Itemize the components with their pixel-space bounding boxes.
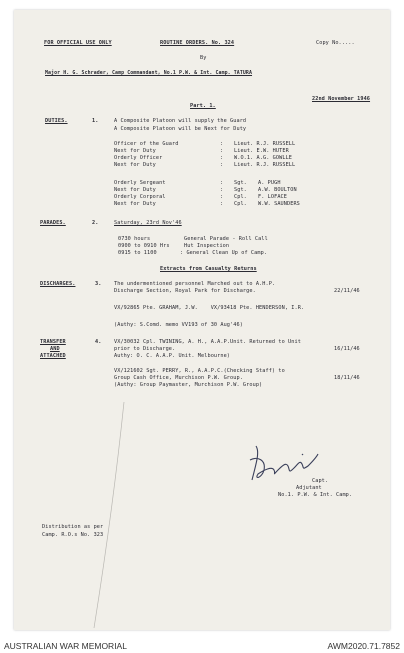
document-title: ROUTINE ORDERS. No. 324 (160, 40, 235, 46)
pencil-mark (90, 400, 130, 630)
nco-name: W.W. SAUNDERS (258, 201, 300, 207)
transfer-entry-2-line-1: VX/121602 Sgt. PERRY, R., A.A.P.C.(Checking Staff) to (114, 368, 285, 374)
transfer-entry-2-authority: (Authy: Group Paymaster, Murchison P.W. Group) (114, 382, 263, 388)
duties-label: DUTIES. (45, 118, 68, 124)
copy-number: Copy No..... (316, 40, 355, 46)
officer-role: Orderly Officer (114, 155, 163, 161)
nco-rank: Sgt. (234, 187, 247, 193)
discharges-authority: (Authy: S.Comd. memo VV193 of 30 Aug'46) (114, 322, 243, 328)
signature-rank: Capt. (312, 478, 329, 484)
officer-name: Lieut. R.J. RUSSELL (234, 141, 296, 147)
nco-sep: : (220, 201, 224, 207)
officer-role: Next for Duty (114, 162, 156, 168)
discharges-line-1: The undermentioned personnel Marched out to A.H.P. (114, 281, 276, 287)
duties-line-2: A Composite Platoon will be Next for Duty (114, 126, 247, 132)
order-date: 22nd November 1946 (312, 96, 371, 102)
transfer-entry-1-date: 16/11/46 (334, 346, 360, 352)
transfer-entry-1-authority: Authy: O. C. A.A.P. Unit. Melbourne) (114, 353, 231, 359)
extracts-heading: Extracts from Casualty Returns (160, 266, 257, 272)
nco-sep: : (220, 180, 224, 186)
signature-unit: No.1. P.W. & Int. Camp. (278, 492, 353, 498)
nco-role: Orderly Corporal (114, 194, 166, 200)
by-line: By (200, 55, 207, 61)
officer-sep: : (220, 148, 224, 154)
transfer-entry-2-date: 18/11/46 (334, 375, 360, 381)
transfer-label: TRANSFER (40, 339, 66, 345)
parade-time: 0730 hours (118, 236, 151, 242)
distribution-line-2: Camp. R.O.s No. 323 (42, 532, 104, 538)
nco-rank: Cpl. (234, 201, 247, 207)
officer-sep: : (220, 155, 224, 161)
nco-name: F. LOFACE (258, 194, 288, 200)
parade-desc: Hut Inspection (184, 243, 230, 249)
transfer-entry-1-line-1: VX/30032 Cpl. TWINING, A. H., A.A.P.Unit. Returned to Unit (114, 339, 301, 345)
nco-rank: Sgt. (234, 180, 247, 186)
nco-role: Next for Duty (114, 187, 156, 193)
signature-title: Adjutant (296, 485, 322, 491)
officer-name: Lieut. E.W. HUTER (234, 148, 289, 154)
discharges-persons: VX/92865 Pte. GRAHAM, J.W. VX/93418 Pte. HENDERSON, I.R. (114, 305, 305, 311)
distribution-line-1: Distribution as per (42, 524, 104, 530)
parade-time: 0900 to 0910 Hrs (118, 243, 170, 249)
officer-sep: : (220, 162, 224, 168)
parade-desc: General Parade - Roll Call (184, 236, 268, 242)
officer-name: W.O.1. A.G. GOWLLE (234, 155, 293, 161)
officer-sep: : (220, 141, 224, 147)
parades-number: 2. (92, 220, 99, 226)
transfer-entry-1-line-2: prior to Discharge. (114, 346, 176, 352)
footer-institution: AUSTRALIAN WAR MEMORIAL (4, 641, 127, 651)
parade-desc: : General Clean Up of Camp. (180, 250, 268, 256)
nco-role: Next for Duty (114, 201, 156, 207)
officer-role: Officer of the Guard (114, 141, 179, 147)
nco-name: A. PUGH (258, 180, 281, 186)
duties-number: 1. (92, 118, 99, 124)
transfer-entry-2-line-2: Group Cash Office, Murchison P.W. Group. (114, 375, 243, 381)
nco-sep: : (220, 194, 224, 200)
discharges-date: 22/11/46 (334, 288, 360, 294)
parades-day: Saturday, 23rd Nov'46 (114, 220, 182, 226)
officer-role: Next for Duty (114, 148, 156, 154)
classification-heading: FOR OFFICIAL USE ONLY (44, 40, 112, 46)
transfer-number: 4. (95, 339, 102, 345)
parades-label: PARADES. (40, 220, 66, 226)
discharges-line-2: Discharge Section, Royal Park for Discharge. (114, 288, 256, 294)
nco-name: A.W. BOULTON (258, 187, 297, 193)
commander-line: Major H. G. Schrader, Camp Commandant, No.1 P.W. & Int. Camp. TATURA (45, 70, 253, 76)
footer-reference: AWM2020.71.7852 (327, 641, 400, 651)
discharges-number: 3. (95, 281, 102, 287)
attached-label: ATTACHED (40, 353, 66, 359)
discharges-label: DISCHARGES. (40, 281, 76, 287)
part-heading: Part. 1. (190, 103, 216, 109)
nco-role: Orderly Sergeant (114, 180, 166, 186)
transfer-and-label: AND (50, 346, 60, 352)
nco-sep: : (220, 187, 224, 193)
archive-footer (0, 640, 404, 653)
nco-rank: Cpl. (234, 194, 247, 200)
officer-name: Lieut. R.J. RUSSELL (234, 162, 296, 168)
duties-line-1: A Composite Platoon will supply the Guard (114, 118, 247, 124)
parade-time: 0915 to 1100 (118, 250, 157, 256)
